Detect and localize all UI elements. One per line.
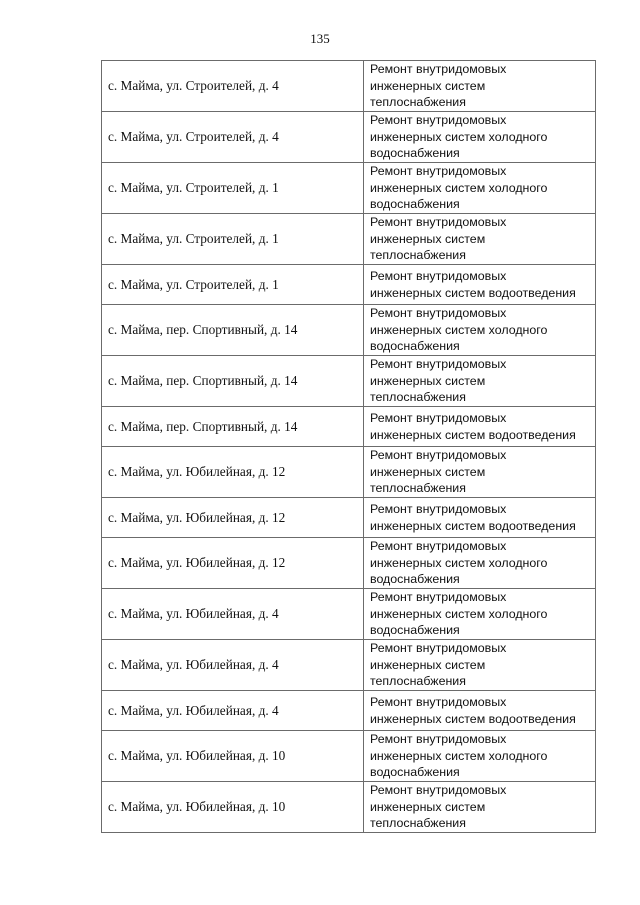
address-cell: с. Майма, ул. Строителей, д. 1 [102, 265, 364, 305]
table-row [102, 163, 596, 214]
address-cell: с. Майма, ул. Юбилейная, д. 4 [102, 640, 364, 691]
work-type-line: инженерных систем холодного [370, 606, 548, 621]
work-type-line: водоснабжения [370, 339, 460, 354]
work-type-cell [364, 305, 596, 356]
work-type-cell [364, 356, 596, 407]
work-type-line: Ремонт внутридомовых [370, 269, 507, 283]
work-type-line: инженерных систем [370, 231, 486, 246]
work-type-line: Ремонт внутридомовых [370, 62, 507, 77]
address-cell: с. Майма, ул. Строителей, д. 1 [102, 163, 364, 214]
work-type-line: Ремонт внутридомовых [370, 641, 507, 656]
work-type-line: теплоснабжения [370, 390, 466, 405]
work-type-line: водоснабжения [370, 572, 460, 587]
work-type-cell [364, 407, 596, 447]
work-type-line: Ремонт внутридомовых [370, 215, 507, 230]
table-row [102, 782, 596, 833]
work-type-line: теплоснабжения [370, 95, 466, 110]
work-type-line: Ремонт внутридомовых [370, 306, 507, 321]
work-type-cell [364, 731, 596, 782]
work-type-line: инженерных систем водоотведения [370, 427, 576, 442]
work-type-line: Ремонт внутридомовых [370, 539, 507, 554]
address-cell: с. Майма, пер. Спортивный, д. 14 [102, 356, 364, 407]
work-type-line: водоснабжения [370, 623, 460, 638]
address-cell: с. Майма, ул. Юбилейная, д. 12 [102, 447, 364, 498]
table-row [102, 61, 596, 112]
work-type-cell [364, 214, 596, 265]
work-type-cell [364, 640, 596, 691]
work-type-cell [364, 265, 596, 305]
work-type-cell [364, 61, 596, 112]
work-type-line: инженерных систем холодного [370, 180, 548, 195]
table-row [102, 305, 596, 356]
work-type-line: Ремонт внутридомовых [370, 357, 507, 372]
work-type-line: Ремонт внутридомовых [370, 732, 507, 747]
table-row [102, 265, 596, 305]
work-type-line: водоснабжения [370, 146, 460, 161]
table-row [102, 112, 596, 163]
work-type-line: теплоснабжения [370, 248, 466, 263]
work-type-line: инженерных систем [370, 373, 486, 388]
work-type-line: Ремонт внутридомовых [370, 502, 507, 516]
works-table-body [102, 61, 596, 833]
work-type-cell [364, 589, 596, 640]
table-row [102, 691, 596, 731]
work-type-line: Ремонт внутридомовых [370, 448, 507, 463]
work-type-line: Ремонт внутридомовых [370, 695, 507, 709]
table-row [102, 589, 596, 640]
work-type-line: инженерных систем водоотведения [370, 518, 576, 533]
address-cell: с. Майма, ул. Юбилейная, д. 12 [102, 498, 364, 538]
table-row [102, 407, 596, 447]
work-type-line: инженерных систем холодного [370, 555, 548, 570]
table-row [102, 640, 596, 691]
work-type-line: теплоснабжения [370, 816, 466, 831]
address-cell: с. Майма, ул. Строителей, д. 4 [102, 112, 364, 163]
work-type-line: Ремонт внутридомовых [370, 411, 507, 425]
work-type-line: инженерных систем водоотведения [370, 285, 576, 300]
address-cell: с. Майма, ул. Строителей, д. 1 [102, 214, 364, 265]
work-type-line: теплоснабжения [370, 674, 466, 689]
work-type-line: Ремонт внутридомовых [370, 590, 507, 605]
work-type-line: инженерных систем [370, 78, 486, 93]
address-cell: с. Майма, ул. Юбилейная, д. 12 [102, 538, 364, 589]
work-type-cell [364, 691, 596, 731]
work-type-line: теплоснабжения [370, 481, 466, 496]
work-type-cell [364, 782, 596, 833]
address-cell: с. Майма, ул. Юбилейная, д. 4 [102, 691, 364, 731]
work-type-line: инженерных систем [370, 464, 486, 479]
address-cell: с. Майма, ул. Юбилейная, д. 4 [102, 589, 364, 640]
address-cell: с. Майма, ул. Юбилейная, д. 10 [102, 731, 364, 782]
work-type-line: инженерных систем холодного [370, 748, 548, 763]
table-row [102, 214, 596, 265]
work-type-cell [364, 447, 596, 498]
work-type-cell [364, 112, 596, 163]
work-type-cell [364, 498, 596, 538]
work-type-line: Ремонт внутридомовых [370, 113, 507, 128]
table-row [102, 356, 596, 407]
address-cell: с. Майма, ул. Юбилейная, д. 10 [102, 782, 364, 833]
address-cell: с. Майма, ул. Строителей, д. 4 [102, 61, 364, 112]
table-row [102, 498, 596, 538]
work-type-cell [364, 163, 596, 214]
work-type-line: Ремонт внутридомовых [370, 783, 507, 798]
work-type-line: инженерных систем водоотведения [370, 711, 576, 726]
work-type-line: водоснабжения [370, 765, 460, 780]
work-type-line: Ремонт внутридомовых [370, 164, 507, 179]
work-type-cell [364, 538, 596, 589]
table-row [102, 447, 596, 498]
work-type-line: инженерных систем холодного [370, 129, 548, 144]
work-type-line: водоснабжения [370, 197, 460, 212]
work-type-line: инженерных систем [370, 799, 486, 814]
work-type-line: инженерных систем [370, 657, 486, 672]
table-row [102, 731, 596, 782]
page-number: 135 [310, 31, 330, 46]
table-row [102, 538, 596, 589]
works-table [101, 60, 596, 833]
work-type-line: инженерных систем холодного [370, 322, 548, 337]
address-cell: с. Майма, пер. Спортивный, д. 14 [102, 407, 364, 447]
address-cell: с. Майма, пер. Спортивный, д. 14 [102, 305, 364, 356]
